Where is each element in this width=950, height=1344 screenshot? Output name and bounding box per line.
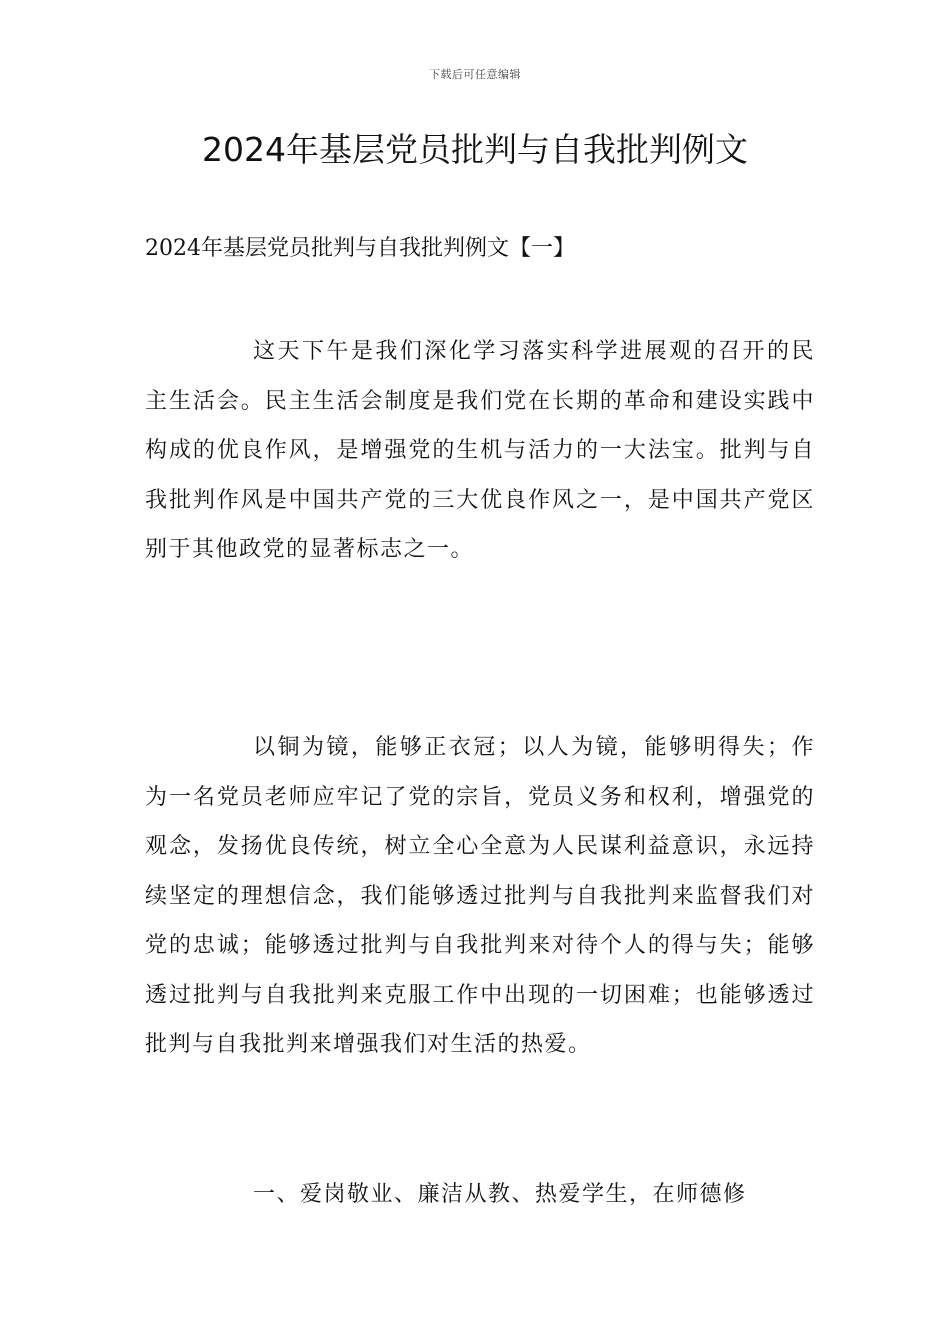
section-title: 2024年基层党员批判与自我批判例文【一】 — [145, 236, 575, 261]
paragraph-1: 这天下午是我们深化学习落实科学进展观的召开的民主生活会。民主生活会制度是我们党在长期的革命和建设实践中构成的优良作风，是增强党的生机与活力的一大法宝。批判与自我批判作风是中国共产党的三大优良作风之一，是中国共产党区别于其他政党的显著标志之一。 — [145, 339, 815, 562]
document-title: 2024年基层党员批判与自我批判例文 — [202, 130, 748, 169]
paragraph-3: 一、爱岗敬业、廉洁从教、热爱学生，在师德修 — [253, 1182, 747, 1207]
header-note: 下载后可任意编辑 — [429, 68, 521, 81]
paragraph-2: 以铜为镜，能够正衣冠；以人为镜，能够明得失；作为一名党员老师应牢记了党的宗旨，党员义务和权利，增强党的观念，发扬优良传统，树立全心全意为人民谋利益意识，永远持续坚定的理想信念，我们能够透过批判与自我批判来监督我们对党的忠诚；能够透过批判与自我批判来对待个人的得与失；能够透过批判与自我批判来克服工作中出现的一切困难；也能够透过批判与自我批判来增强我们对生活的热爱。 — [145, 735, 815, 1057]
